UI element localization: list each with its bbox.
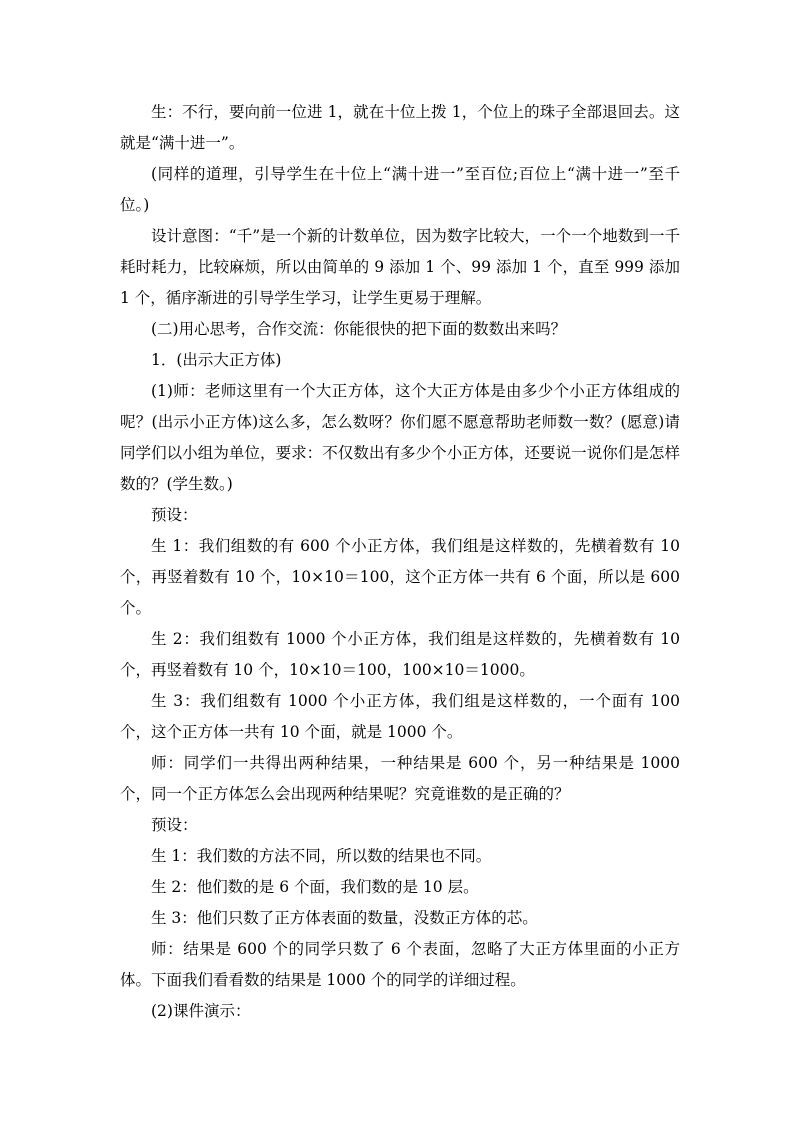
paragraph-teacher-question: (1)师：老师这里有一个大正方体，这个大正方体是由多少个小正方体组成的呢？(出示小正方体)这么多，怎么数呀？你们愿不愿意帮助老师数一数？(愿意)请同学们以小组为单位，要求：不仅数出有多少个小正方体，还要说一说你们是怎样数的？(学生数。) <box>120 382 680 493</box>
paragraph-student-2-reason: 生 2：他们数的是 6 个面，我们数的是 10 层。 <box>151 878 479 896</box>
section-heading-cooperation: (二)用心思考，合作交流：你能很快的把下面的数数出来吗？ <box>151 320 567 338</box>
label-preset-1: 预设： <box>151 506 198 524</box>
paragraph-teacher-two-results: 师：同学们一共得出两种结果，一种结果是 600 个，另一种结果是 1000 个，同一个正方体怎么会出现两种结果呢？究竟谁数的是正确的？ <box>120 754 680 803</box>
paragraph-student-2-count: 生 2：我们组数有 1000 个小正方体，我们组是这样数的，先横着数有 10 个，再竖着数有 10 个，10×10＝100，100×10＝1000。 <box>120 630 680 679</box>
label-preset-2: 预设： <box>151 816 198 834</box>
document-page <box>120 97 680 1027</box>
paragraph-student-3-count: 生 3：我们组数有 1000 个小正方体，我们组是这样数的，一个面有 100 个，这个正方体一共有 10 个面，就是 1000 个。 <box>120 692 680 741</box>
item-courseware-demo: (2)课件演示： <box>151 1002 251 1020</box>
paragraph-design-intent: 设计意图：“千”是一个新的计数单位，因为数字比较大，一个一个地数到一千耗时耗力，比较麻烦，所以由简单的 9 添加 1 个、99 添加 1 个，直至 999 添加 1 个，循序渐进的引导学生学习，让学生更易于理解。 <box>120 227 680 307</box>
paragraph-teacher-conclusion: 师：结果是 600 个的同学只数了 6 个表面，忽略了大正方体里面的小正方体。下面我们看看数的结果是 1000 个的同学的详细过程。 <box>120 940 680 989</box>
paragraph-same-reasoning: (同样的道理，引导学生在十位上“满十进一”至百位;百位上“满十进一”至千位。) <box>120 165 680 214</box>
paragraph-student-1-count: 生 1：我们组数的有 600 个小正方体，我们组是这样数的，先横着数有 10 个，再竖着数有 10 个，10×10＝100，这个正方体一共有 6 个面，所以是 600 个。 <box>120 537 680 617</box>
paragraph-student-1-reason: 生 1：我们数的方法不同，所以数的结果也不同。 <box>151 847 492 865</box>
item-show-big-cube: 1．(出示大正方体) <box>151 351 282 369</box>
paragraph-student-answer: 生：不行，要向前一位进 1，就在十位上拨 1，个位上的珠子全部退回去。这就是“满十进一”。 <box>120 103 680 152</box>
paragraph-student-3-reason: 生 3：他们只数了正方体表面的数量，没数正方体的芯。 <box>151 909 538 927</box>
